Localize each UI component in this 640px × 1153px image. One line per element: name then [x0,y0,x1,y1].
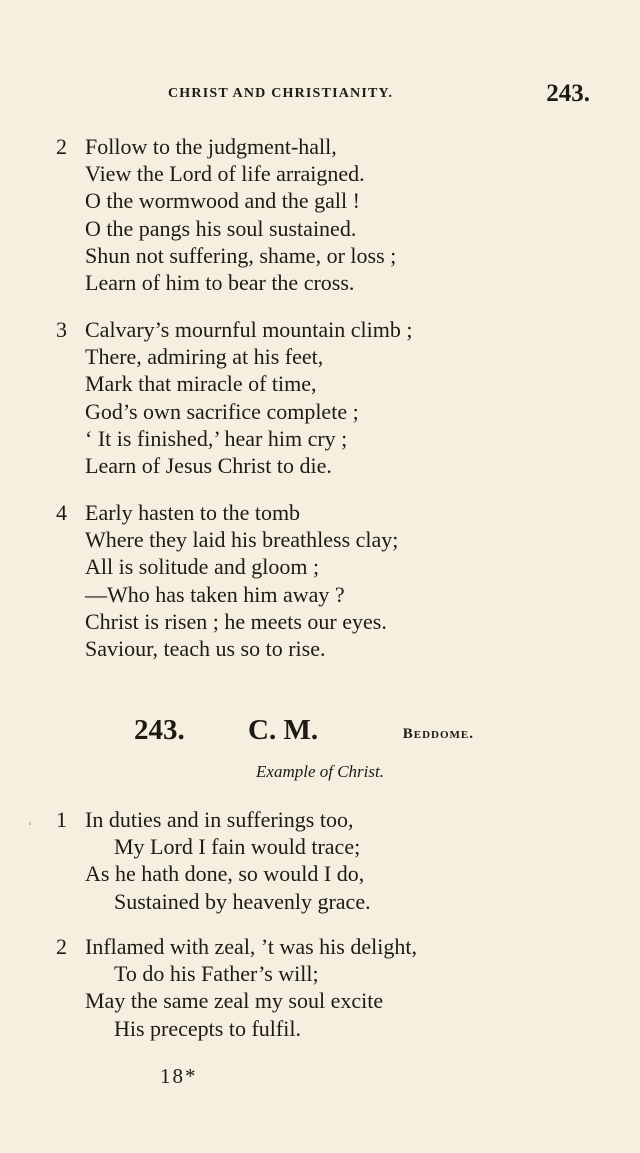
hymn-subtitle: Example of Christ. [256,762,384,781]
verse-line: In duties and in sufferings too, [85,807,354,832]
verse-line: ‘ It is finished,’ hear him cry ; [85,425,348,451]
hymn-number: 243. [134,714,185,746]
verse-line: Follow to the judgment-hall, [85,134,337,159]
verse-line: Shun not suffering, shame, or loss ; [85,242,397,268]
hymn-meter: C. M. [248,714,319,746]
signature-mark: 18* [160,1064,198,1088]
verse-line: All is solitude and gloom ; [85,554,320,580]
verse-line: His precepts to fulfil. [114,1015,301,1041]
verse-line: Where they laid his breathless clay; [85,527,399,553]
verse-line: To do his Father’s will; [114,961,319,987]
verse-line: My Lord I fain would trace; [114,834,361,860]
verse-line: God’s own sacrifice complete ; [85,398,359,424]
hymn-author: Beddome. [402,726,474,742]
verse-number: 2 [56,934,67,959]
verse-line: O the wormwood and the gall ! [85,188,360,214]
verse-line: Christ is risen ; he meets our eyes. [85,608,387,634]
hymn-header [134,714,474,754]
verse-line: Saviour, teach us so to rise. [85,635,326,661]
verse-line: O the pangs his soul sustained. [85,215,357,241]
verse-line: Mark that miracle of time, [85,371,317,397]
verse-line: —Who has taken him away ? [85,581,345,607]
verse-number: 4 [56,500,67,525]
verse-line: There, admiring at his feet, [85,344,324,370]
margin-mark-icon: ʻ [28,818,33,833]
verse-line: As he hath done, so would I do, [85,861,365,887]
verse-line: May the same zeal my soul excite [85,988,384,1014]
verse-line: Calvary’s mournful mountain climb ; [85,317,413,342]
verse-line: Sustained by heavenly grace. [114,888,371,914]
verse-number: 3 [56,317,67,342]
page-number: 243. [546,80,590,107]
verse-line: Learn of Jesus Christ to die. [85,452,332,478]
verse-number: 1 [56,807,67,832]
verse-number: 2 [56,134,67,159]
verse-line: Learn of him to bear the cross. [85,269,355,295]
verse-line: Inflamed with zeal, ’t was his delight, [85,934,417,959]
verse-line: Early hasten to the tomb [85,500,301,525]
running-title: CHRIST AND CHRISTIANITY. [168,86,394,101]
verse-line: View the Lord of life arraigned. [85,161,365,187]
